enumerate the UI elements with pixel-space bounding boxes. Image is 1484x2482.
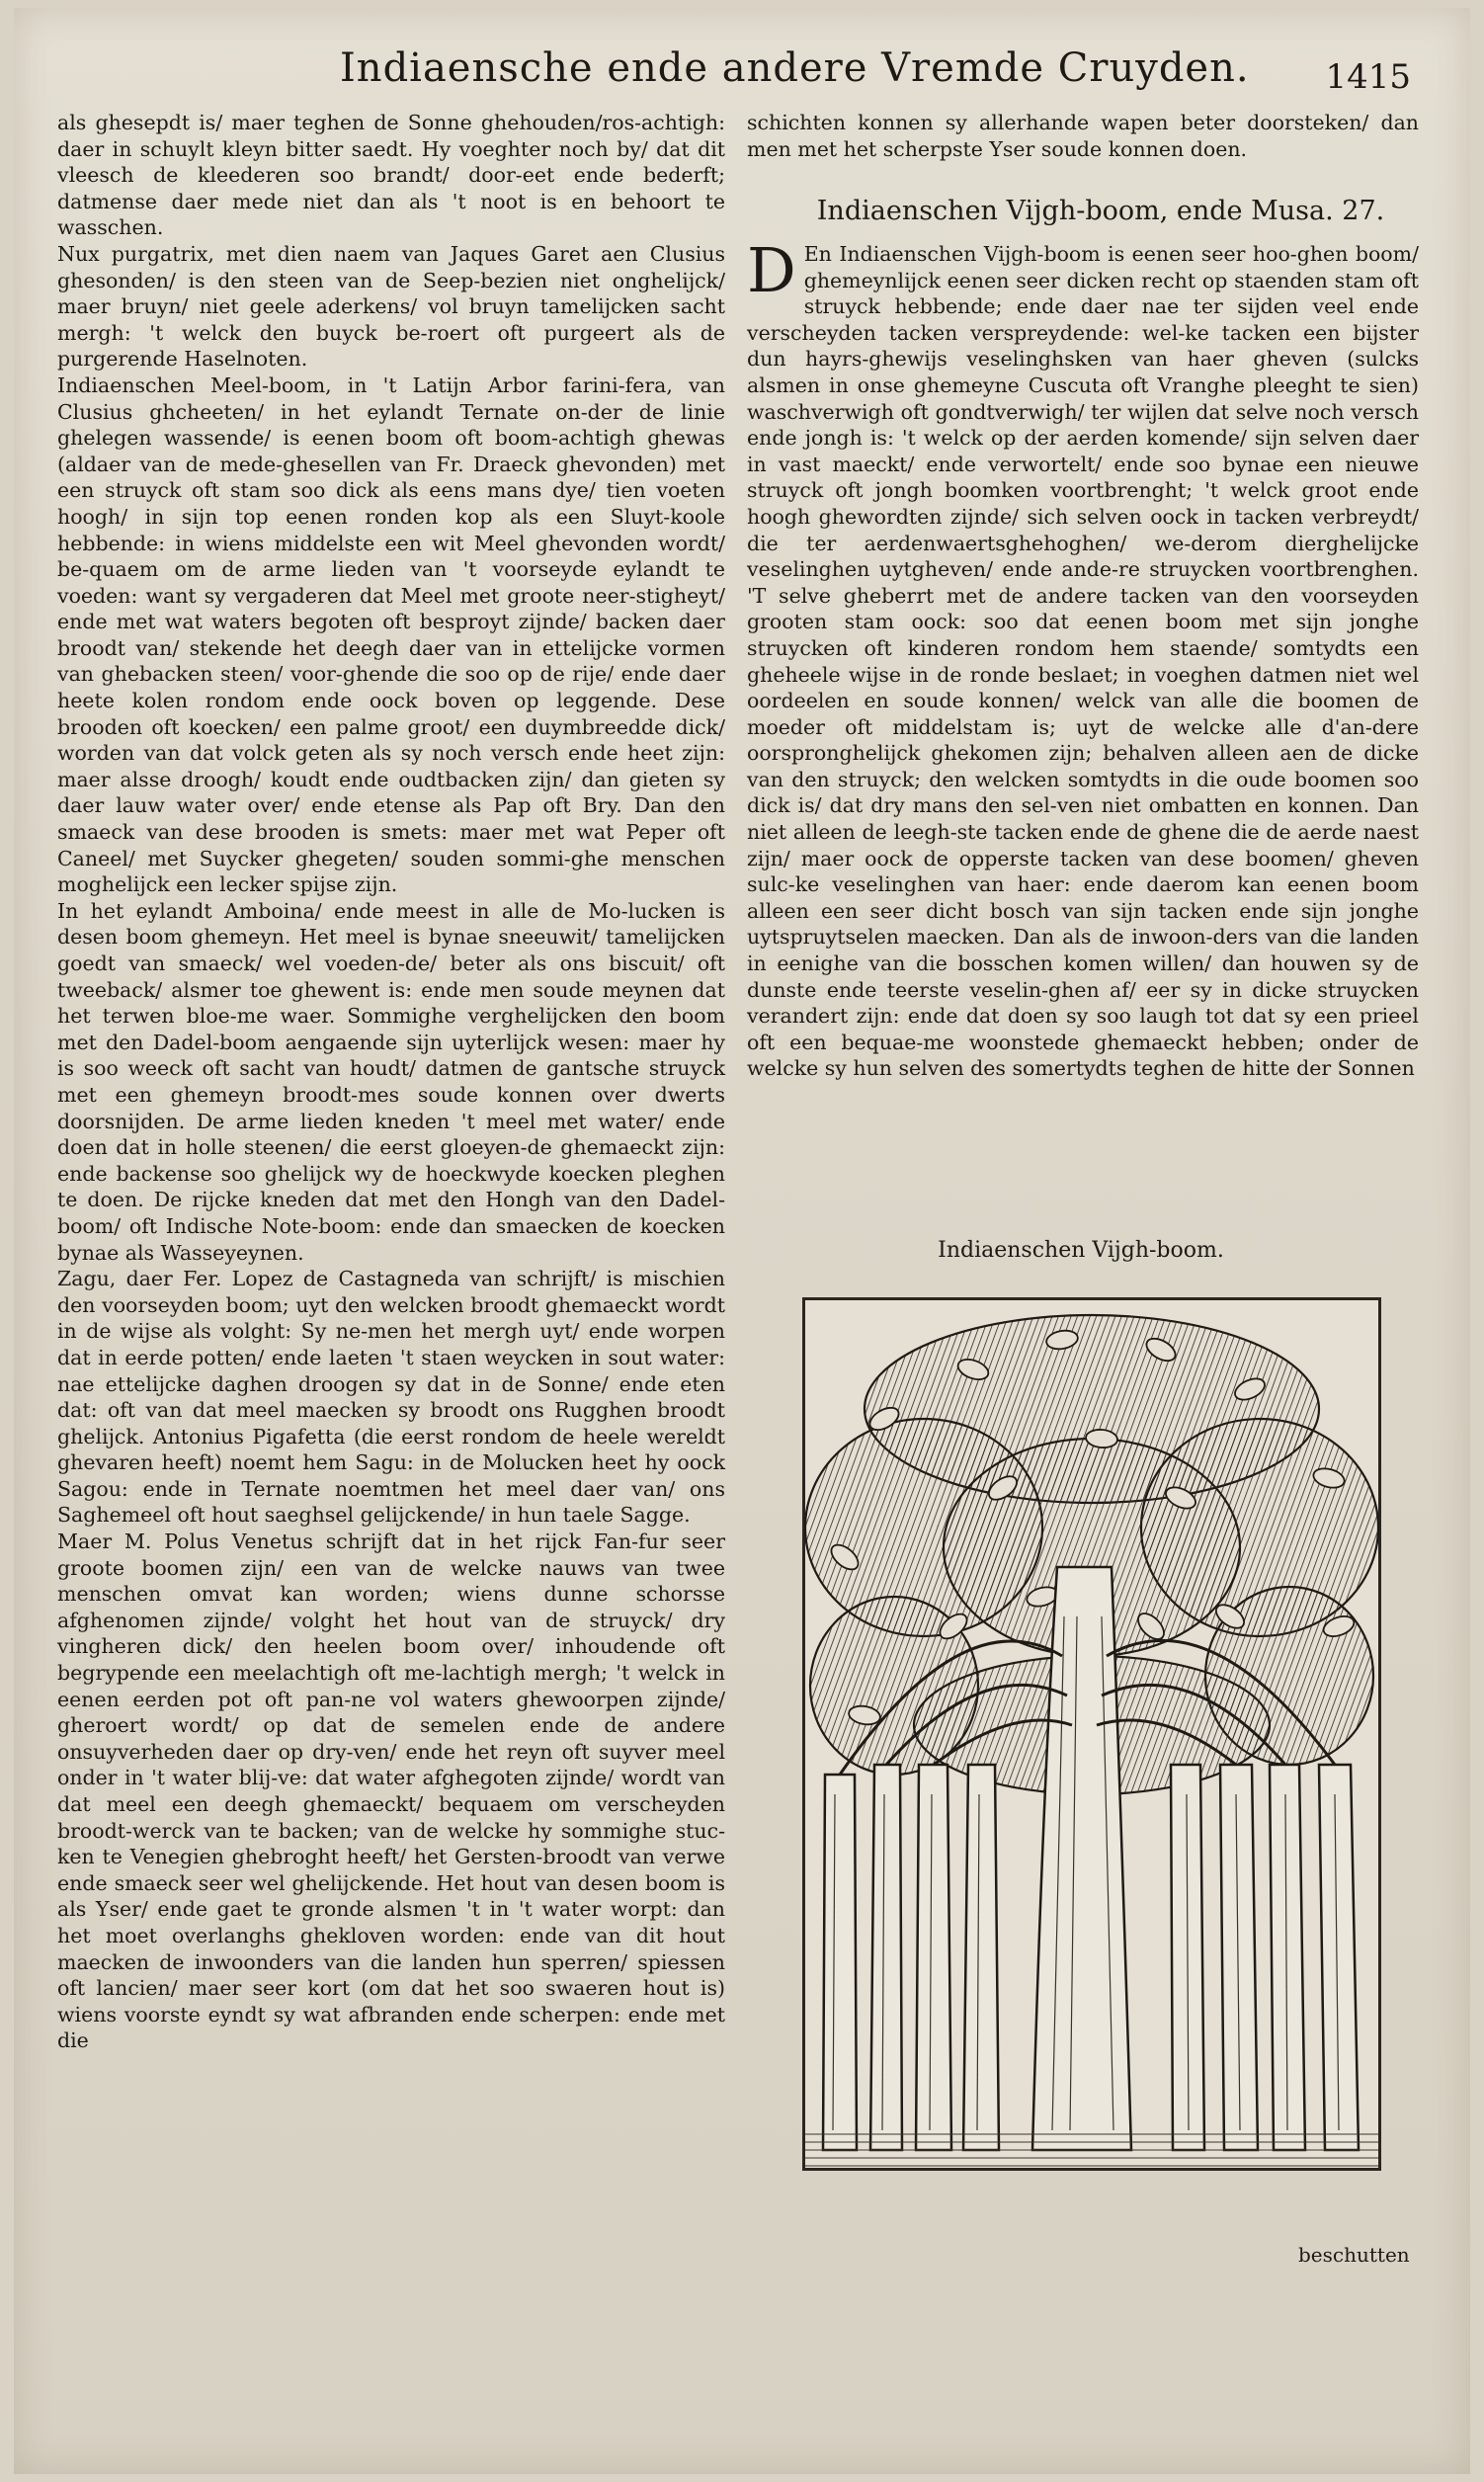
paragraph: Zagu, daer Fer. Lopez de Castagneda van schrijft/ is mischien den voorseyden boom; uyt den welcken broodt ghemaeckt wordt in de wijse als volght: Sy ne-men het mergh uyt/ ende worpen dat in eerde potten/ ende laeten 't staen weycken in sout water: nae ettelijcke daghen droogen sy dat in de Sonne/ ende eten dat: oft van dat meel maecken sy broodt ons Rugghen broodt ghelijck. Antonius Pigafetta (die eerst rondom de heele wereldt ghevaren heeft) noemt hem Sagu: in de Molucken heet hy oock Sagou: ende in Ternate noemtmen het meel daer van/ ons Saghemeel oft hout saeghsel gelijckende/ in hun taele Sagge. xyxy=(57,1267,725,1528)
paragraph: Maer M. Polus Venetus schrijft dat in het rijck Fan-fur seer groote boomen zijn/ een van de welcke nauws van twee menschen omvat kan worden; wiens dunne schorsse afghenomen zijnde/ volght het hout van de struyck/ dry vingheren dick/ den heelen boom over/ inhoudende oft begrypende een meelachtigh oft me-lachtigh mergh; 't welck in eenen eerden pot oft pan-ne vol waters ghewoorpen zijnde/ gheroert wordt/ op dat de semelen ende de andere onsuyverheden daer op dry-ven/ ende het reyn oft suyver meel onder in 't water blij-ve: dat water afghegoten zijnde/ wordt van dat meel een deegh ghemaeckt/ bequaem om verscheyden broodt-werck van te backen; van de welcke hy sommighe stuc-ken te Venegien ghebroght heeft/ het Gersten-broodt van verwe ende smaeck seer wel ghelijckende. Het hout van desen boom is als Yser/ ende gaet te gronde alsmen 't in 't water worpt: dan het moet overlanghs ghekloven worden: ende van dit hout maecken de inwoonders van die landen hun sperren/ spiessen oft lancien/ maer seer kort (om dat het soo swaeren hout is) wiens voorste eyndt sy wat afbranden ende scherpen: ende met die xyxy=(57,1530,725,2053)
drop-cap: D xyxy=(747,234,796,306)
right-text-column xyxy=(747,234,1419,1209)
catchword: beschutten xyxy=(1298,2243,1410,2267)
banyan-tree-illustration xyxy=(805,1300,1378,2168)
paragraph: Indiaenschen Meel-boom, in 't Latijn Arbor farini-fera, van Clusius ghcheeten/ in het eylandt Ternate on-der de linie ghelegen wassende/ is eenen boom oft boom-achtigh ghewas (aldaer van de mede-ghesellen van Fr. Draeck ghevonden) met een struyck oft stam soo dick als eens mans dye/ tien voeten hoogh/ in sijn top eenen ronden kop als een Sluyt-koole hebbende: in wiens middelste een wit Meel ghevonden wordt/ be-quaem om de arme lieden van 't voorseyde eylandt te voeden: want sy vergaderen dat Meel met groote neer-stigheyt/ ende met wat waters begoten oft besproyt zijnde/ backen daer broodt van/ stekende het deegh daer van in ettelijcke vormen van ghebacken steen/ voor-ghende die soo op de rije/ ende daer heete kolen rondom ende oock boven op leggende. Dese brooden oft koecken/ een palme groot/ een duymbreedde dick/ worden van dat volck geten als sy noch versch ende heet zijn: maer alsse droogh/ koudt ende oudtbacken zijn/ dan gieten sy daer lauw water over/ ende etense als Pap oft Bry. Dan den smaeck van dese brooden is smets: maer met wat Peper oft Caneel/ met Suycker ghegeten/ souden sommi-ghe menschen moghelijck een lecker spijse zijn. xyxy=(57,372,725,897)
banyan-tree-woodcut xyxy=(802,1297,1381,2171)
page-number: 1415 xyxy=(1325,57,1411,97)
left-text-column xyxy=(57,110,725,2274)
paragraph: als ghesepdt is/ maer teghen de Sonne ghehouden/ros-achtigh: daer in schuylt kleyn bitter saedt. Hy voeghter noch by/ dat dit vleesch de kleederen soo brandt/ door-eet ende bederft; datmense daer mede niet dan als 't noot is en behoort te wasschen. xyxy=(57,111,725,240)
figure-caption: Indiaenschen Vijgh-boom. xyxy=(938,1238,1224,1263)
section-heading: Indiaenschen Vijgh-boom, ende Musa. 27. xyxy=(816,196,1385,226)
book-page xyxy=(14,8,1470,2474)
paragraph: schichten konnen sy allerhande wapen beter doorsteken/ dan men met het scherpste Yser soude konnen doen. xyxy=(747,111,1419,161)
paragraph-body: En Indiaenschen Vijgh-boom is eenen seer hoo-ghen boom/ ghemeynlijck eenen seer dicken recht op staenden stam oft struyck hebbende; ende daer nae ter sijden veel ende verscheyden tacken verspreydende: wel-ke tacken een bijster dun hayrs-ghewijs veselinghsken van haer gheven (sulcks alsmen in onse ghemeyne Cuscuta oft Vranghe pleeght te sien) waschverwigh oft gondtverwigh/ ter wijlen dat selve noch versch ende jongh is: 't welck op der aerden komende/ sijn selven daer in vast maeckt/ ende verwortelt/ ende soo bynae een nieuwe struyck oft jongh boomken voortbrenght; 't welck groot ende hoogh ghewordten zijnde/ sich selven oock in tacken verbreydt/ die ter aerdenwaertsghehoghen/ we-derom dierghelijcke veselinghen uytgheven/ ende ande-re struycken voortbrenghen. 'T selve gheberrt met de andere tacken van den voorseyden grooten stam oock: soo dat eenen boom met sijn jonghe struycken oft kinderen rondom hem staende/ somtydts een gheheele wijse in de ronde beslaet; in voeghen datmen niet wel oordeelen en soude konnen/ welck van alle die boomen de moeder oft middelstam is; uyt de welcke alle d'an-dere oorspronghelijck ghekomen zijn; behalven alleen aen de dicke van den struyck; den welcken somtydts in die oude boomen soo dick is/ dat dry mans den sel-ven niet ombatten en konnen. Dan niet alleen de leegh-ste tacken ende de ghene die de aerde naest zijn/ maer oock de opperste tacken van dese boomen/ gheven sulc-ke veselinghen van haer: ende daerom kan eenen boom alleen een seer dicht bosch van sijn tacken ende sijn jonghe uytspruytselen maecken. Dan als de inwoon-ders van die landen in eenighe van die bosschen komen willen/ dan houwen sy de dunste ende teerste veselin-ghen af/ eer sy in dicke struycken verandert zijn: ende dat doen sy soo laugh tot dat sy een prieel oft een bequae-me woonstede ghemaeckt hebben; onder de welcke sy hun selven des somertydts teghen de hitte der Sonnen xyxy=(747,242,1419,1081)
paragraph: In het eylandt Amboina/ ende meest in alle de Mo-lucken is desen boom ghemeyn. Het meel is bynae sneeuwit/ tamelijcken goedt van smaeck/ wel voeden-de/ beter als ons biscuit/ oft tweeback/ alsmer toe ghewent is: ende men soude meynen dat het terwen bloe-me waer. Sommighe verghelijcken den boom met den Dadel-boom aengaende sijn uyterlijck wesen: maer hy is soo weeck oft sacht van houdt/ datmen de gantsche struyck met een ghemeyn broodt-mes soude konnen over dwerts doorsnijden. De arme lieden kneden 't meel met water/ ende doen dat in holle steenen/ die eerst gloeyen-de ghemaeckt zijn: ende backense soo ghelijck wy de hoeckwyde koecken pleghen te doen. De rijcke kneden dat met den Hongh van den Dadel-boom/ oft Indische Note-boom: ende dan smaecken de koecken bynae als Wasseyeynen. xyxy=(57,898,725,1265)
ground-strip xyxy=(805,2130,1378,2168)
paragraph: Nux purgatrix, met dien naem van Jaques Garet aen Clusius ghesonden/ is den steen van de Seep-bezien niet onghelijck/ maer bruyn/ niet geele aderkens/ vol bruyn tamelijcken sacht mergh: 't welck den buyck be-roert oft purgeert als de purgerende Haselnoten. xyxy=(57,241,725,372)
page-header-title: Indiaensche ende andere Vremde Cruyden. xyxy=(340,45,1250,91)
right-column-continuation xyxy=(747,110,1419,175)
paragraph xyxy=(747,234,1419,1082)
